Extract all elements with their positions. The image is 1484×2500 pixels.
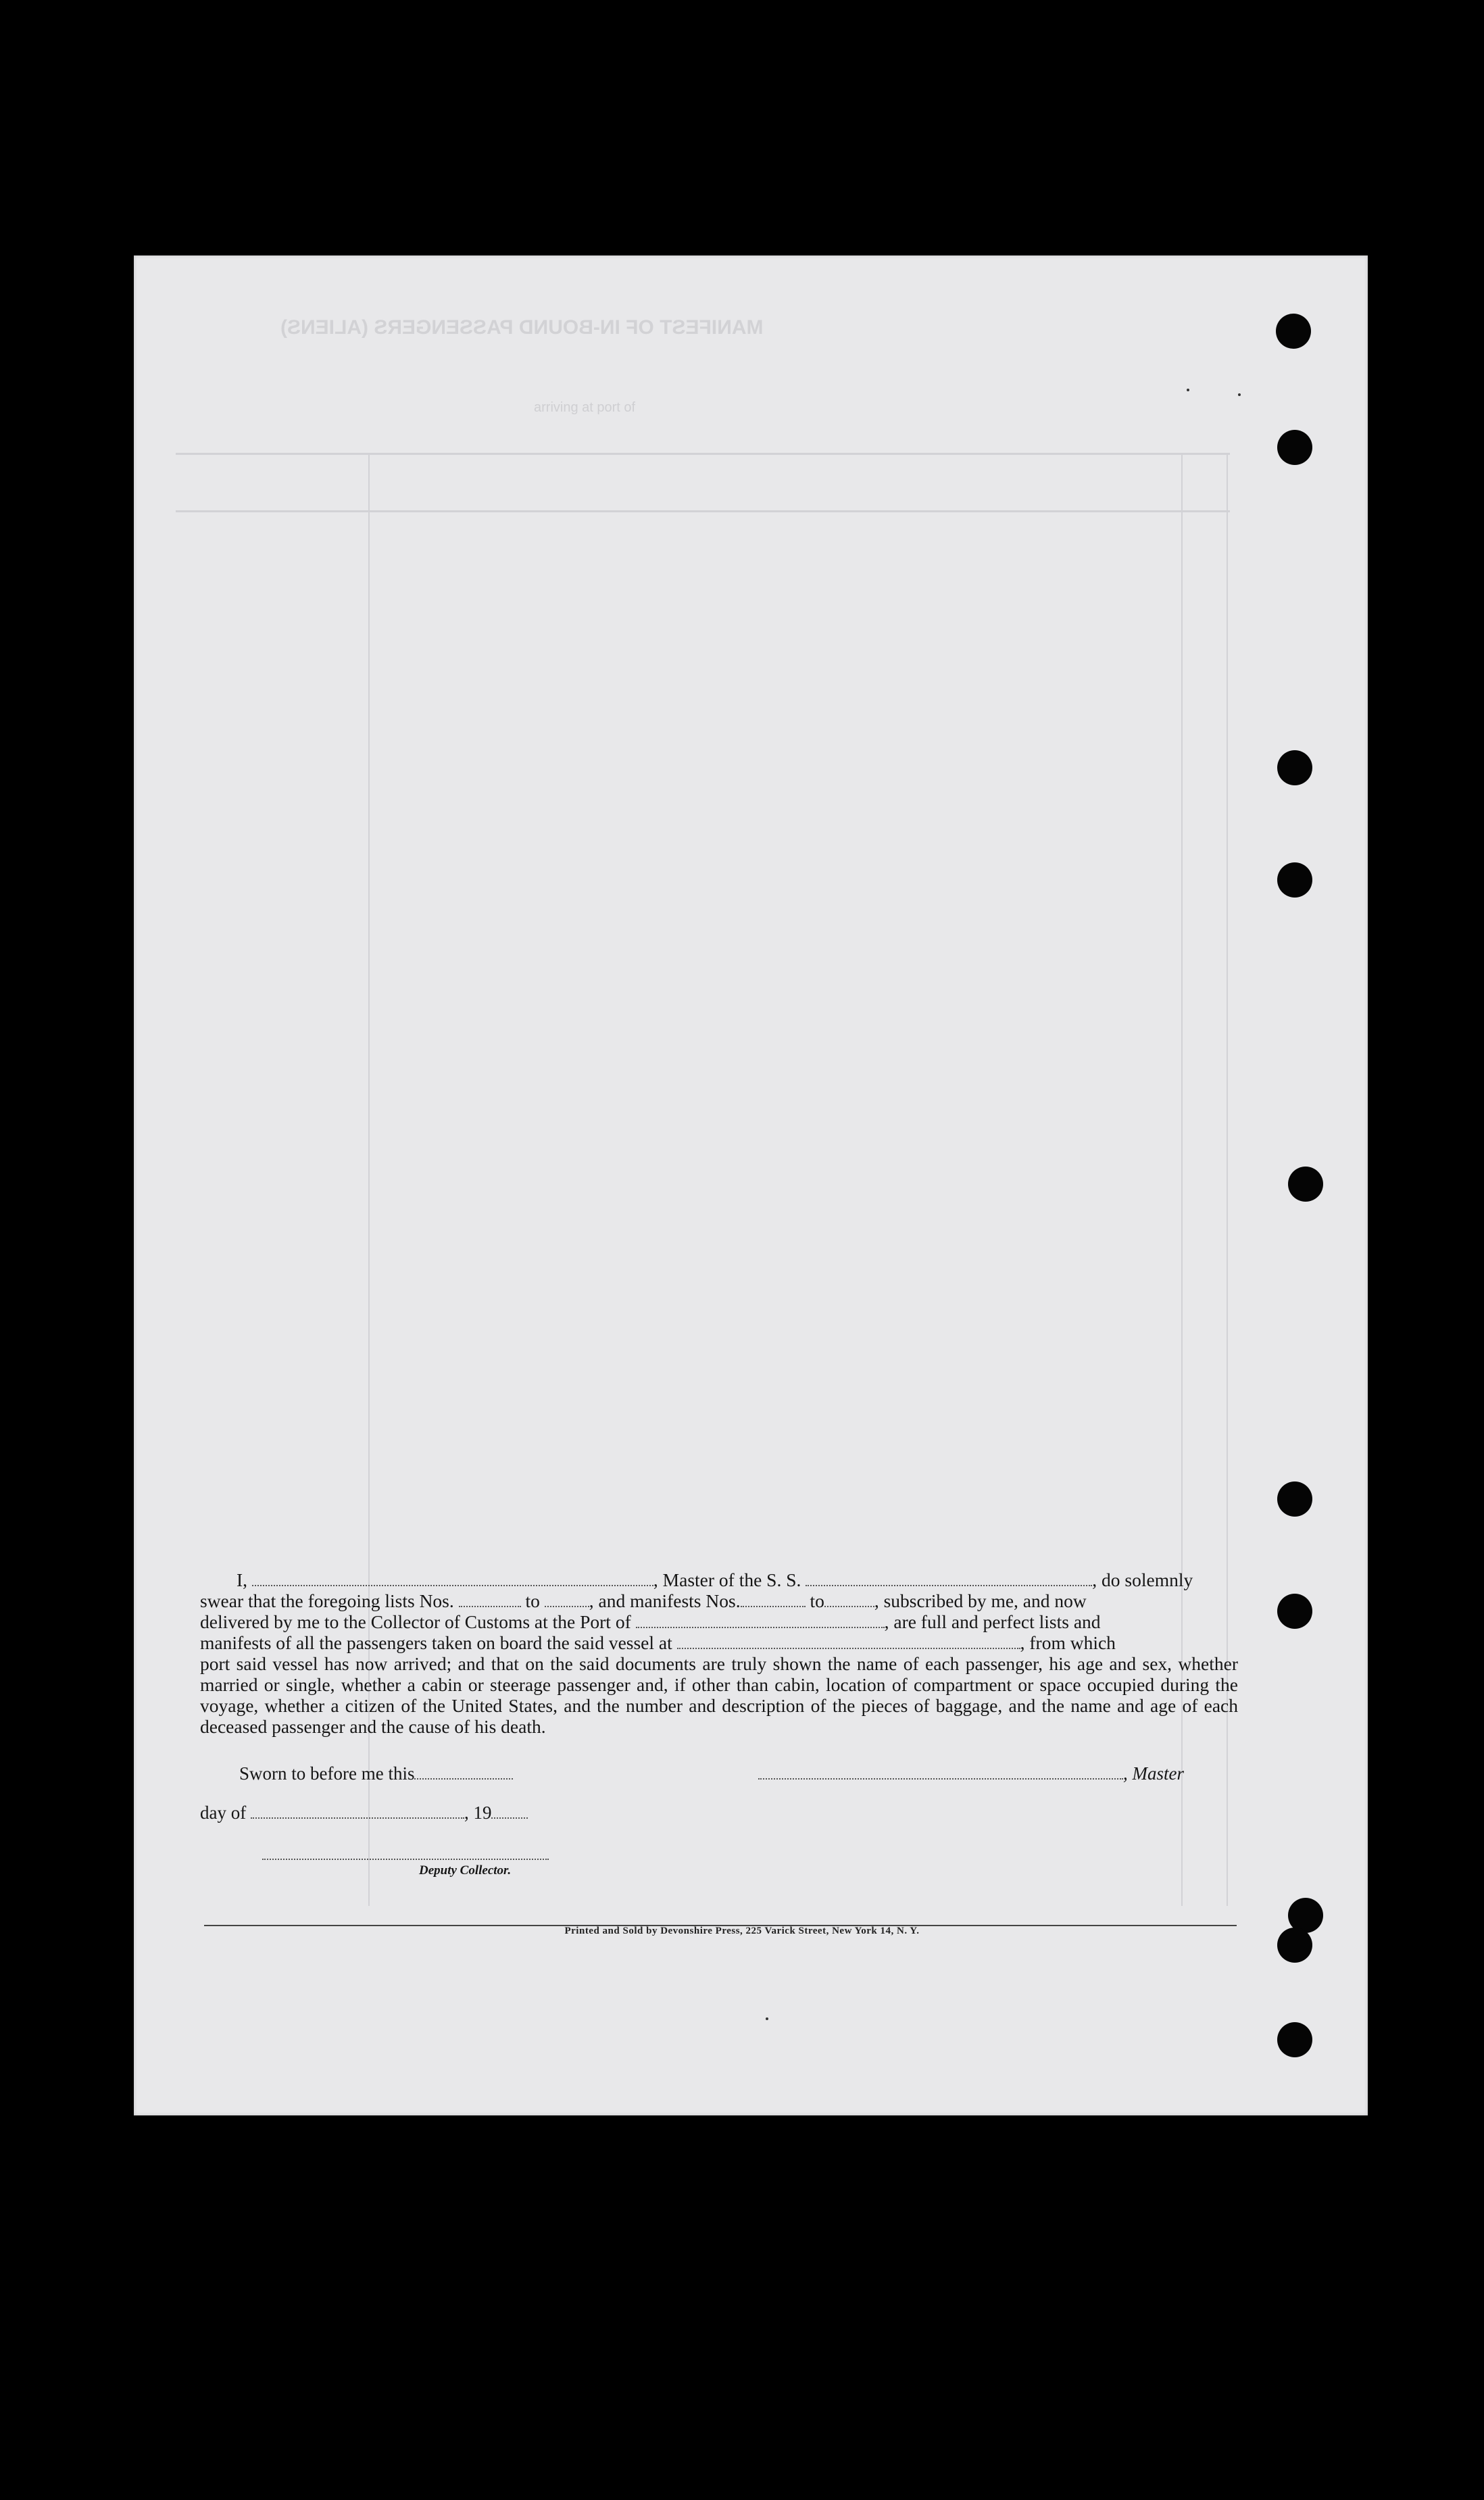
speck (1187, 389, 1189, 391)
master-signature-line (758, 1763, 1184, 1784)
port-blank (636, 1613, 885, 1628)
oath-line2-d: to (810, 1590, 824, 1611)
oath-line4-b: , from which (1020, 1632, 1116, 1653)
master-label: , Master (1123, 1763, 1184, 1784)
oath-paragraph (200, 1569, 1238, 1737)
speck (766, 2017, 768, 2020)
ship-name-blank (806, 1571, 1092, 1586)
year-blank (491, 1804, 528, 1819)
ghost-header-title: MANIFEST OF IN-BOUND PASSENGERS (ALIENS) (280, 316, 764, 339)
ghost-header-arriving: arriving at port of (534, 400, 636, 415)
punch-hole (1288, 1167, 1323, 1202)
deputy-signature-blank (262, 1845, 549, 1860)
year-prefix: , 19 (464, 1803, 492, 1823)
oath-line2-b: to (525, 1590, 540, 1611)
oath-rest: port said vessel has now arrived; and that on the said documents are truly shown the name of each passenger, his age and sex, whether married or single, whether a cabin or steerage passenger and, if other than cabin, location of compartment or space occupied during the voyage, whether a citizen of the United States, and the number and description of the pieces of baggage, and the name and age of each deceased passenger and the cause of his death. (200, 1653, 1238, 1737)
day-of-line (200, 1803, 528, 1823)
sworn-line (239, 1763, 513, 1784)
master-signature-blank (758, 1765, 1123, 1780)
oath-line1-mid: , Master of the S. S. (653, 1569, 801, 1590)
day-of-label: day of (200, 1803, 247, 1823)
oath-line3-a: delivered by me to the Collector of Customs at the Port of (200, 1611, 631, 1632)
punch-hole (1277, 430, 1312, 465)
punch-hole (1277, 2022, 1312, 2057)
ghost-table-header-rule (176, 510, 1230, 512)
manifest-page (134, 255, 1368, 2115)
manifests-to-blank (824, 1592, 874, 1607)
lists-from-blank (459, 1592, 521, 1607)
sworn-label: Sworn to before me this (239, 1763, 415, 1784)
oath-line4-a: manifests of all the passengers taken on board the said vessel at (200, 1632, 672, 1653)
deputy-collector-label: Deputy Collector. (419, 1863, 512, 1878)
punch-hole (1277, 862, 1312, 898)
sworn-day-blank (414, 1765, 513, 1780)
punch-hole (1276, 314, 1311, 349)
oath-line3-b: , are full and perfect lists and (884, 1611, 1101, 1632)
oath-line2-a: swear that the foregoing lists Nos. (200, 1590, 454, 1611)
punch-hole (1277, 1481, 1312, 1517)
speck (1238, 393, 1241, 396)
manifests-from-blank (741, 1592, 806, 1607)
ghost-table-top-rule (176, 453, 1230, 455)
oath-line2-c: , and manifests Nos. (589, 1590, 741, 1611)
punch-hole (1277, 1594, 1312, 1629)
master-name-blank (252, 1571, 653, 1586)
oath-line1-start: I, (237, 1569, 248, 1590)
lists-to-blank (545, 1592, 589, 1607)
oath-line1-end: , do solemnly (1092, 1569, 1193, 1590)
month-blank (251, 1804, 464, 1819)
departure-port-blank (677, 1634, 1020, 1649)
printer-imprint: Printed and Sold by Devonshire Press, 225 Varick Street, New York 14, N. Y. (564, 1926, 920, 1936)
oath-line2-e: , subscribed by me, and now (874, 1590, 1087, 1611)
punch-hole (1277, 750, 1312, 785)
